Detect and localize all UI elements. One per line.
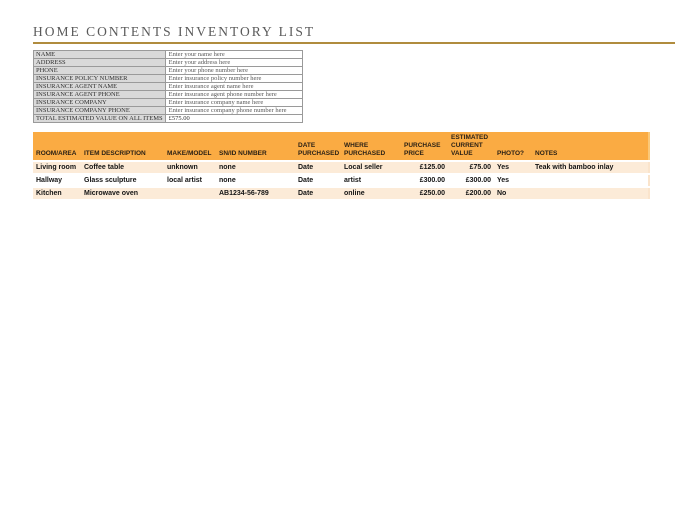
column-header-current-value: ESTIMATED CURRENT VALUE: [448, 132, 494, 161]
form-row-agent-phone: [34, 91, 303, 99]
company-label: INSURANCE COMPANY: [34, 99, 166, 107]
cell-where-purchased[interactable]: artist: [341, 174, 401, 187]
policy-number-field[interactable]: Enter insurance policy number here: [165, 75, 302, 83]
table-row-living-room: [33, 161, 649, 174]
cell-purchase-price[interactable]: £250.00: [401, 187, 448, 200]
cell-where-purchased[interactable]: online: [341, 187, 401, 200]
agent-phone-label: INSURANCE AGENT PHONE: [34, 91, 166, 99]
cell-make-model[interactable]: [164, 187, 216, 200]
cell-sn-id-number[interactable]: none: [216, 174, 295, 187]
form-row-agent-name: [34, 83, 303, 91]
company-phone-label: INSURANCE COMPANY PHONE: [34, 107, 166, 115]
form-row-company-phone: [34, 107, 303, 115]
cell-photo[interactable]: No: [494, 187, 532, 200]
cell-date-purchased[interactable]: Date: [295, 174, 341, 187]
cell-current-value[interactable]: £200.00: [448, 187, 494, 200]
column-header-photo: PHOTO?: [494, 132, 532, 161]
cell-purchase-price[interactable]: £300.00: [401, 174, 448, 187]
cell-make-model[interactable]: unknown: [164, 161, 216, 174]
cell-current-value[interactable]: £75.00: [448, 161, 494, 174]
cell-photo[interactable]: Yes: [494, 174, 532, 187]
name-field[interactable]: Enter your name here: [165, 51, 302, 59]
cell-item-description[interactable]: Glass sculpture: [81, 174, 164, 187]
cell-sn-id-number[interactable]: none: [216, 161, 295, 174]
page-title: HOME CONTENTS INVENTORY LIST: [33, 24, 316, 39]
cell-where-purchased[interactable]: Local seller: [341, 161, 401, 174]
total-value-field: £575.00: [165, 115, 302, 123]
name-label: NAME: [34, 51, 166, 59]
policy-number-label: INSURANCE POLICY NUMBER: [34, 75, 166, 83]
cell-notes[interactable]: Teak with bamboo inlay: [532, 161, 649, 174]
cell-room-area[interactable]: Living room: [33, 161, 81, 174]
table-row-kitchen: [33, 187, 649, 200]
total-value-label: TOTAL ESTIMATED VALUE ON ALL ITEMS: [34, 115, 166, 123]
table-row-hallway: [33, 174, 649, 187]
cell-item-description[interactable]: Microwave oven: [81, 187, 164, 200]
column-header-make-model: MAKE/MODEL: [164, 132, 216, 161]
column-header-room-area: ROOM/AREA: [33, 132, 81, 161]
cell-photo[interactable]: Yes: [494, 161, 532, 174]
form-row-total-value: [34, 115, 303, 123]
company-phone-field[interactable]: Enter insurance company phone number here: [165, 107, 302, 115]
form-row-name: [34, 51, 303, 59]
cell-date-purchased[interactable]: Date: [295, 161, 341, 174]
column-header-sn-id-number: SN/ID NUMBER: [216, 132, 295, 161]
phone-field[interactable]: Enter your phone number here: [165, 67, 302, 75]
address-field[interactable]: Enter your address here: [165, 59, 302, 67]
cell-item-description[interactable]: Coffee table: [81, 161, 164, 174]
column-header-where-purchased: WHERE PURCHASED: [341, 132, 401, 161]
form-row-phone: [34, 67, 303, 75]
cell-date-purchased[interactable]: Date: [295, 187, 341, 200]
agent-name-label: INSURANCE AGENT NAME: [34, 83, 166, 91]
cell-purchase-price[interactable]: £125.00: [401, 161, 448, 174]
column-header-purchase-price: PURCHASE PRICE: [401, 132, 448, 161]
title-underline-rule: [33, 42, 675, 44]
column-header-date-purchased: DATE PURCHASED: [295, 132, 341, 161]
cell-current-value[interactable]: £300.00: [448, 174, 494, 187]
phone-label: PHONE: [34, 67, 166, 75]
agent-name-field[interactable]: Enter insurance agent name here: [165, 83, 302, 91]
owner-info-form: [33, 50, 303, 123]
cell-notes[interactable]: [532, 187, 649, 200]
cell-room-area[interactable]: Hallway: [33, 174, 81, 187]
form-row-address: [34, 59, 303, 67]
column-header-item-description: ITEM DESCRIPTION: [81, 132, 164, 161]
inventory-table: [33, 132, 650, 201]
form-row-company: [34, 99, 303, 107]
column-header-notes: NOTES: [532, 132, 649, 161]
cell-sn-id-number[interactable]: AB1234-56-789: [216, 187, 295, 200]
inventory-header-row: [33, 132, 649, 161]
address-label: ADDRESS: [34, 59, 166, 67]
agent-phone-field[interactable]: Enter insurance agent phone number here: [165, 91, 302, 99]
company-field[interactable]: Enter insurance company name here: [165, 99, 302, 107]
cell-room-area[interactable]: Kitchen: [33, 187, 81, 200]
form-row-policy-number: [34, 75, 303, 83]
cell-make-model[interactable]: local artist: [164, 174, 216, 187]
cell-notes[interactable]: [532, 174, 649, 187]
